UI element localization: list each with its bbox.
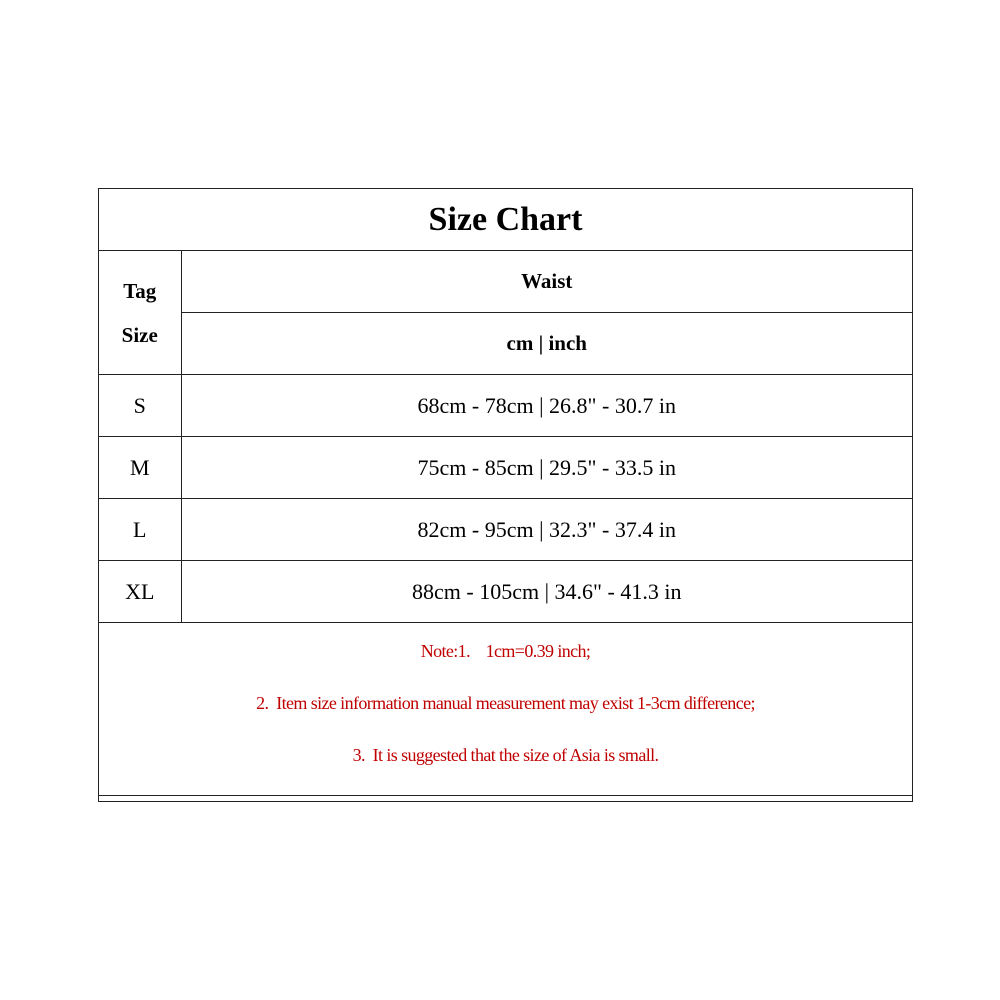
waist-value: 75cm - 85cm | 29.5" - 33.5 in	[181, 437, 912, 499]
size-label: L	[99, 499, 181, 561]
waist-value: 68cm - 78cm | 26.8" - 30.7 in	[181, 375, 912, 437]
unit-header: cm | inch	[181, 313, 912, 375]
size-chart	[98, 188, 913, 802]
waist-value: 88cm - 105cm | 34.6" - 41.3 in	[181, 561, 912, 623]
size-table	[99, 189, 912, 796]
note-line-2: 2. Item size information manual measurement may exist 1-3cm difference;	[256, 693, 755, 713]
header-row-waist	[99, 251, 912, 313]
header-row-unit	[99, 313, 912, 375]
notes-row	[99, 623, 912, 796]
tag-header-line-2: Size	[121, 322, 158, 347]
waist-header: Waist	[181, 251, 912, 313]
size-label: S	[99, 375, 181, 437]
size-label: M	[99, 437, 181, 499]
tag-header-line-1: Tag	[123, 278, 157, 303]
tag-size-header	[99, 251, 181, 375]
table-row	[99, 561, 912, 623]
size-label: XL	[99, 561, 181, 623]
table-row	[99, 437, 912, 499]
notes-section	[99, 623, 912, 796]
note-line-3: 3. It is suggested that the size of Asia is small.	[352, 745, 659, 765]
title-row	[99, 189, 912, 251]
chart-title: Size Chart	[99, 189, 912, 251]
waist-value: 82cm - 95cm | 32.3" - 37.4 in	[181, 499, 912, 561]
table-row	[99, 499, 912, 561]
note-line-1: Note:1. 1cm=0.39 inch;	[420, 641, 591, 661]
table-row	[99, 375, 912, 437]
